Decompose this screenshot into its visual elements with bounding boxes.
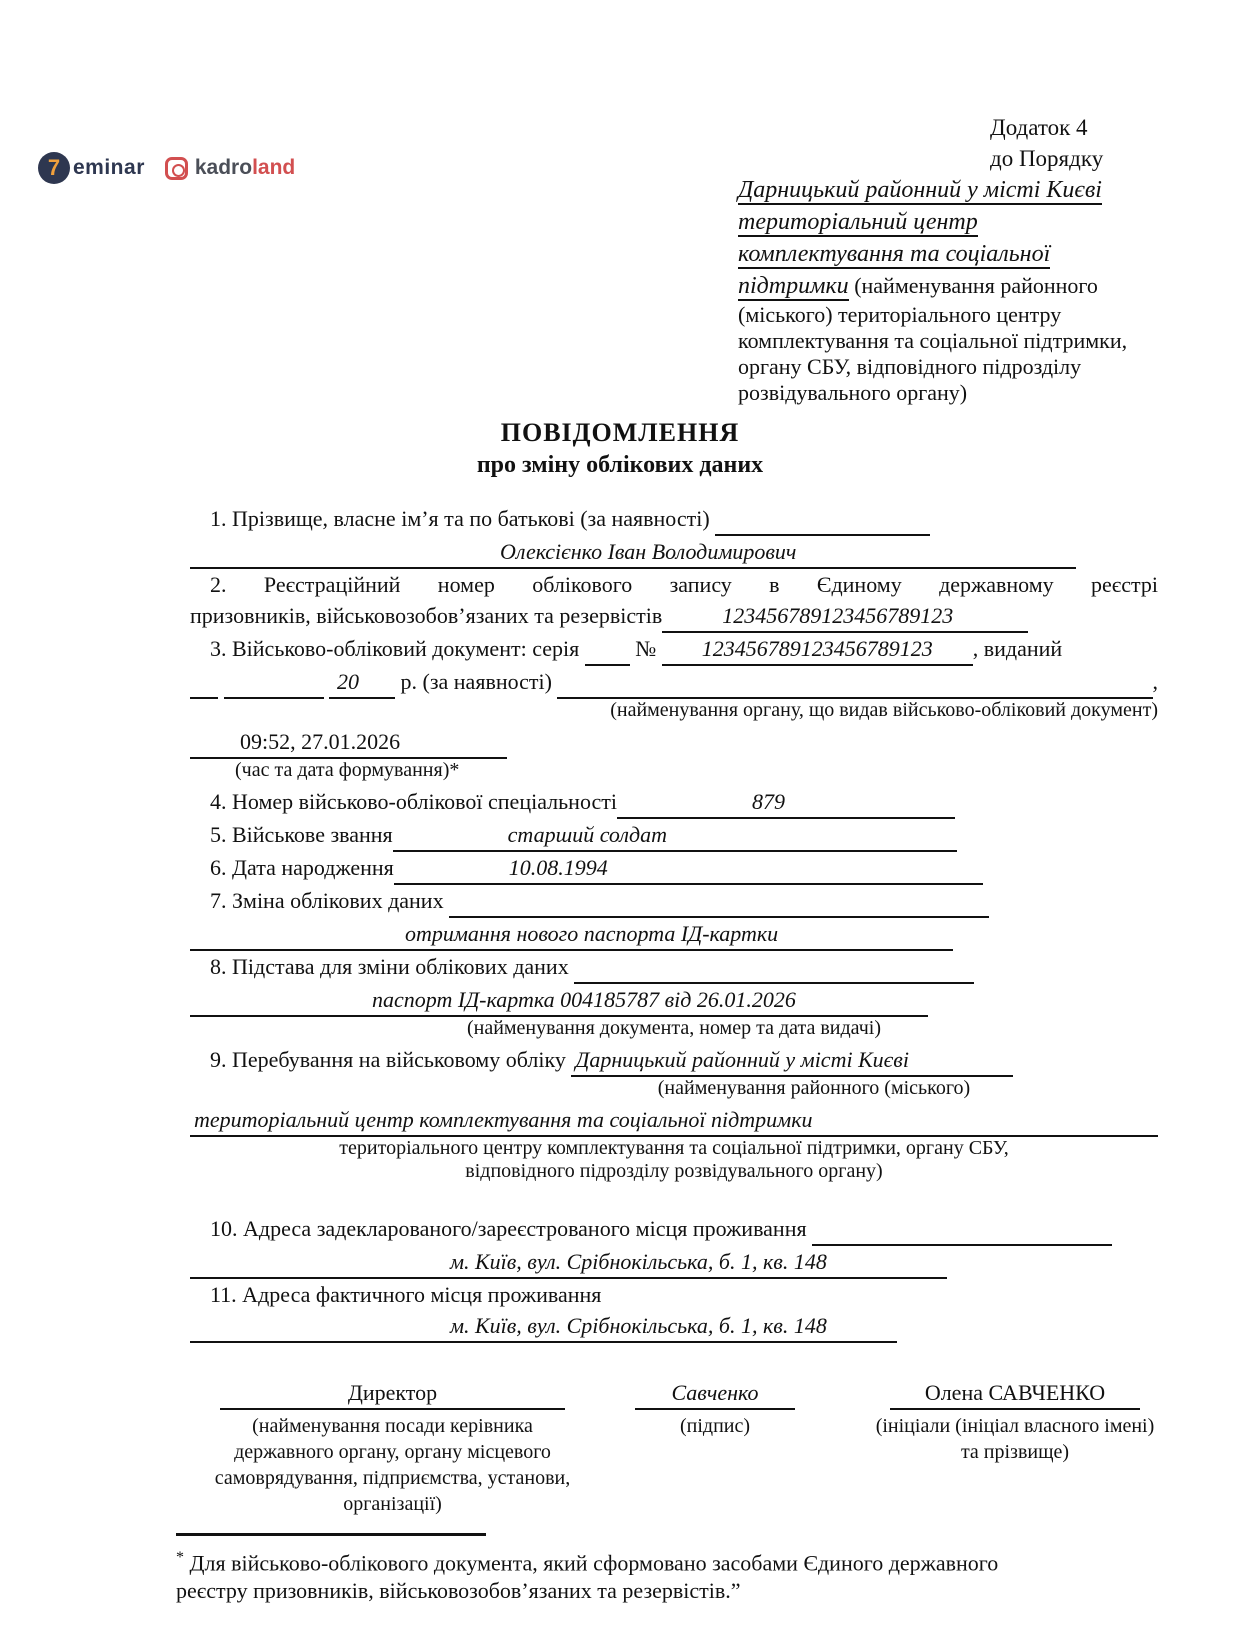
blank-line <box>393 819 488 852</box>
field-value: Олексієнко Іван Володимирович <box>470 536 826 569</box>
blank-line <box>847 1310 897 1343</box>
name-caption: (ініціали (ініціал власного імені) та прізвище) <box>875 1415 1155 1463</box>
item-7-label <box>190 885 1158 918</box>
blank-line <box>913 1044 1013 1077</box>
header-block <box>738 112 1162 406</box>
label-text: 1. Прізвище, власне ім’я та по батькові (за наявності) <box>210 506 716 531</box>
item-11-value-line <box>190 1310 1158 1343</box>
blank-line <box>367 666 395 699</box>
seminar-logo <box>38 152 145 184</box>
item-8-value-line <box>190 984 1158 1017</box>
item-8-caption: (найменування документа, номер та дата видачі) <box>466 1017 882 1039</box>
blank-line <box>826 536 1076 569</box>
seminar-logo-text: eminar <box>73 156 145 179</box>
blank-line <box>190 666 218 699</box>
position-value: Директор <box>220 1378 565 1410</box>
footnote-star: * <box>176 1549 184 1566</box>
item-8-label <box>190 951 1158 984</box>
item-3-label <box>190 633 1158 666</box>
label-text: 9. Перебування на військовому обліку <box>210 1047 572 1072</box>
label-text: 4. Номер військово-облікової спеціальності <box>210 789 617 814</box>
item-3-date-line <box>190 666 1158 699</box>
signature-name-col <box>865 1378 1165 1517</box>
org-name-line <box>738 174 1162 206</box>
org-caption-line: (міського) територіального центру <box>738 302 1062 327</box>
blank-line <box>968 600 1028 633</box>
blank-line <box>633 852 983 885</box>
blank-line <box>190 918 390 951</box>
item-3-caption: (найменування органу, що видав військово-обліковий документ) <box>610 699 1158 721</box>
order-label: до Порядку <box>990 146 1104 171</box>
item-9-caption-2: територіального центру комплектування та соціальної підтримки, органу СБУ, <box>339 1137 1009 1159</box>
annex-label: Додаток 4 <box>990 115 1088 140</box>
signature-spacer <box>585 1378 635 1517</box>
item-11-label <box>190 1279 1158 1310</box>
field-value: 09:52, 27.01.2026 <box>228 726 412 759</box>
label-text: 5. Військове звання <box>210 822 393 847</box>
blank-line <box>617 786 727 819</box>
item-9-label <box>190 1044 1158 1077</box>
blank-line <box>574 951 974 984</box>
field-value: 123456789123456789123 <box>682 633 953 666</box>
field-value: отримання нового паспорта ІД-картки <box>390 918 793 951</box>
blank-line <box>190 984 360 1017</box>
blank-line <box>557 666 1152 699</box>
field-value: 20 <box>329 666 367 699</box>
label-text: 10. Адреса задекларованого/зареєстрованого місця проживання <box>210 1216 813 1241</box>
form-body <box>190 503 1158 1343</box>
title-line-2: про зміну облікових даних <box>476 452 764 478</box>
blank-line <box>224 666 324 699</box>
label-text: , виданий <box>972 636 1063 661</box>
item-2-value-line <box>190 600 1158 633</box>
field-value: м. Київ, вул. Срібнокільська, б. 1, кв. 148 <box>430 1246 847 1279</box>
field-value: територіальний центр <box>738 209 978 235</box>
item-10-value-line <box>190 1246 1158 1279</box>
signature-spacer <box>795 1378 865 1517</box>
item-3-formed-caption: (час та дата формування)* <box>235 759 460 781</box>
label-text: призовників, військовозобов’язаних та резервістів <box>190 603 663 628</box>
blank-line <box>808 984 928 1017</box>
label-text: 8. Підстава для зміни облікових даних <box>210 954 575 979</box>
blank-line <box>190 726 228 759</box>
blank-line <box>810 786 955 819</box>
field-value: територіальний центр комплектування та соціальної підтримки <box>190 1104 816 1137</box>
footnote-body: Для військово-облікового документа, який сформовано засобами Єдиного державного реєстру призовників, військовозобов’язаних та резервістів.” <box>176 1550 999 1604</box>
blank-line <box>816 1104 1158 1137</box>
org-name-line <box>738 206 1162 238</box>
item-6-line <box>190 852 1158 885</box>
kadroland-logo <box>165 156 295 180</box>
blank-line <box>394 852 484 885</box>
field-value: паспорт ІД-картка 004185787 від 26.01.2026 <box>360 984 808 1017</box>
blank-line <box>715 503 930 536</box>
label-text: , <box>1152 669 1158 694</box>
sign-caption: (підпис) <box>679 1415 751 1437</box>
kadroland-logo-icon <box>165 157 188 180</box>
footnote-rule <box>176 1533 486 1536</box>
org-caption-line: розвідувального органу) <box>738 380 968 405</box>
item-9-value-line <box>190 1104 1158 1137</box>
seminar-logo-icon: 7 <box>38 152 70 184</box>
footnote-text <box>176 1544 1061 1605</box>
blank-line <box>662 600 707 633</box>
item-3-formed-line <box>190 726 1158 759</box>
blank-line <box>449 885 989 918</box>
item-9-caption: (найменування районного (міського) <box>657 1077 971 1099</box>
label-text: 3. Військово-обліковий документ: серія <box>210 636 585 661</box>
field-value: Дарницький районний у місті Києві <box>571 1044 913 1077</box>
field-value: м. Київ, вул. Срібнокільська, б. 1, кв. 148 <box>430 1310 847 1343</box>
position-caption: (найменування посади керівника державного органу, органу місцевого самоврядування, підприємства, установи, організації) <box>214 1415 571 1515</box>
item-1-value-line <box>190 536 1158 569</box>
item-4-line <box>190 786 1158 819</box>
blank-line <box>793 918 953 951</box>
blank-line <box>953 633 973 666</box>
blank-line <box>847 1246 947 1279</box>
field-value: старший солдат <box>488 819 687 852</box>
label-text: № <box>629 636 662 661</box>
item-9-caption-3: відповідного підрозділу розвідувального органу) <box>465 1160 883 1182</box>
blank-line <box>812 1213 1112 1246</box>
title-line-1: ПОВІДОМЛЕННЯ <box>500 418 740 447</box>
blank-line <box>412 726 507 759</box>
org-name-block <box>738 174 1162 406</box>
name-value: Олена САВЧЕНКО <box>890 1378 1140 1410</box>
field-value: комплектування та соціальної <box>738 241 1051 267</box>
document-page <box>0 112 1240 1637</box>
item-10-label <box>190 1213 1158 1246</box>
org-caption-line: комплектування та соціальної підтримки, <box>738 328 1128 353</box>
item-7-value-line <box>190 918 1158 951</box>
signature-sign-col <box>635 1378 795 1517</box>
signature-row <box>200 1378 1240 1517</box>
org-caption-line: органу СБУ, відповідного підрозділу <box>738 354 1082 379</box>
blank-line <box>687 819 957 852</box>
blank-line <box>662 633 682 666</box>
logos <box>38 152 295 184</box>
item-1-label <box>190 503 1158 536</box>
label-text: 11. Адреса фактичного місця проживання <box>210 1282 602 1307</box>
org-name-line <box>738 270 1162 302</box>
field-value: підтримки <box>738 273 849 299</box>
blank-line <box>585 633 630 666</box>
label-text: 6. Дата народження <box>210 855 394 880</box>
blank-line <box>190 1246 430 1279</box>
signature-position-col <box>200 1378 585 1517</box>
field-value: Дарницький районний у місті Києві <box>738 177 1102 203</box>
org-name-line <box>738 238 1162 270</box>
field-value: 123456789123456789123 <box>707 600 968 633</box>
item-2-label: 2. Реєстраційний номер облікового запису в Єдиному державному реєстрі <box>210 572 1158 597</box>
sign-value: Савченко <box>635 1378 795 1410</box>
blank-line <box>190 536 470 569</box>
label-text: 7. Зміна облікових даних <box>210 888 450 913</box>
field-value: 879 <box>727 786 810 819</box>
field-value: 10.08.1994 <box>484 852 633 885</box>
kadroland-logo-text: kadroland <box>194 156 296 179</box>
document-title <box>0 416 1240 481</box>
blank-line <box>190 1310 430 1343</box>
label-text: (найменування районного <box>848 273 1098 298</box>
label-text: р. (за наявності) <box>395 669 558 694</box>
item-5-line <box>190 819 1158 852</box>
footnote <box>176 1533 1240 1605</box>
